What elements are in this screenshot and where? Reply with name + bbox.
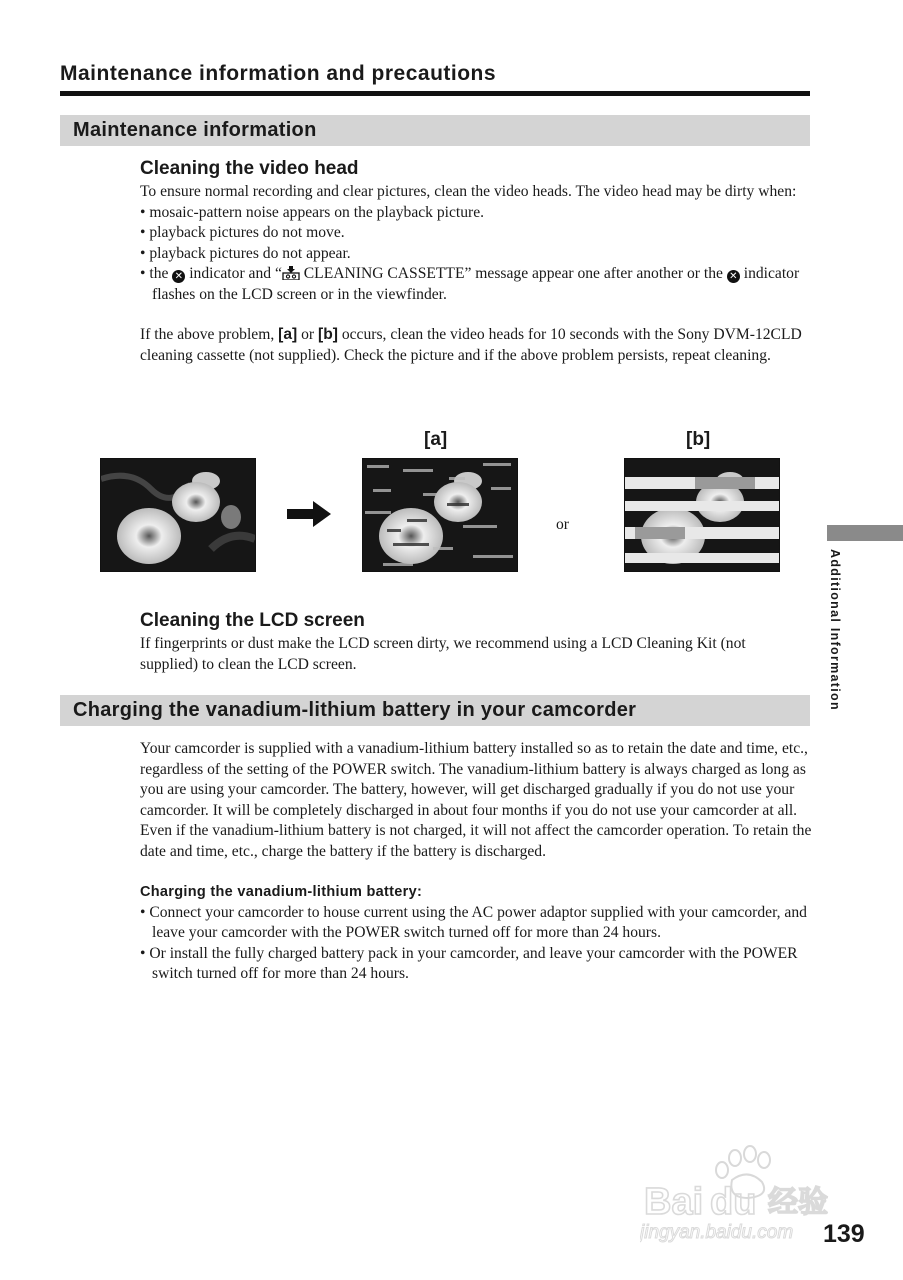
page-number: 139 bbox=[823, 1220, 865, 1248]
lcd-body bbox=[140, 634, 760, 675]
video-head-paragraph: If the above problem, [a] or [b] occurs, clean the video heads for 10 seconds with the Sony DVM-12CLD cleaning cassette (not supplied). Check the picture and if the above problem persists, repeat cleaning. bbox=[140, 326, 802, 364]
battery-bullets bbox=[140, 903, 812, 985]
page-title: Maintenance information and precautions bbox=[60, 62, 497, 85]
figure-or-text: or bbox=[556, 516, 569, 533]
section-battery-title: Charging the vanadium-lithium battery in your camcorder bbox=[60, 695, 810, 726]
figure-label-a: [a] bbox=[424, 429, 448, 450]
svg-text:jingyan.baidu.com: jingyan.baidu.com bbox=[640, 1222, 794, 1243]
baidu-watermark bbox=[640, 1140, 850, 1245]
title-rule bbox=[60, 91, 810, 96]
list-item: • playback pictures do not appear. bbox=[140, 244, 351, 262]
video-head-bullets bbox=[140, 203, 812, 306]
side-tab-marker bbox=[827, 525, 903, 541]
frozen-picture-image bbox=[624, 458, 780, 572]
cleaning-cassette-icon bbox=[282, 266, 300, 280]
x-circle-icon: ✕ bbox=[172, 270, 185, 283]
list-item: • the ✕ indicator and “ CLEANING CASSETTE” message appear one after another or the ✕ indicator flashes on the LCD screen or in the viewfinder. bbox=[140, 265, 800, 303]
svg-text:du: du bbox=[710, 1181, 757, 1223]
list-item: • mosaic-pattern noise appears on the playback picture. bbox=[140, 203, 485, 221]
video-head-body bbox=[140, 182, 812, 366]
video-head-heading: Cleaning the video head bbox=[140, 158, 359, 179]
battery-text: Your camcorder is supplied with a vanadium-lithium battery installed so as to retain the date and time, etc., regardless of the setting of the POWER switch. The vanadium-lithium battery is always charged as long as you are using your camcorder. The battery, however, will get discharged gradually if you do not use your camcorder. It will be completely discharged in about four months if you do not use your camcorder at all. Even if the vanadium-lithium battery is not charged, it will not affect the camcorder operation. To retain the date and time, etc., charge the battery if the battery is discharged. bbox=[140, 740, 812, 860]
right-arrow-icon bbox=[287, 501, 331, 527]
mosaic-noise-image bbox=[362, 458, 518, 572]
x-circle-icon: ✕ bbox=[727, 270, 740, 283]
ref-a: [a] bbox=[278, 326, 298, 343]
list-item: • Or install the fully charged battery pack in your camcorder, and leave your camcorder with the POWER switch turned off for more than 24 hours. bbox=[140, 944, 798, 982]
svg-text:Bai: Bai bbox=[644, 1181, 704, 1223]
clean-picture-image bbox=[100, 458, 256, 572]
battery-body bbox=[140, 739, 812, 985]
list-item: • Connect your camcorder to house current using the AC power adaptor supplied with your camcorder, and leave your camcorder with the POWER switch turned off for more than 24 hours. bbox=[140, 903, 807, 941]
battery-subheading: Charging the vanadium-lithium battery: bbox=[140, 884, 423, 900]
side-tab-label: Additional Information bbox=[828, 549, 842, 711]
svg-text:经验: 经验 bbox=[768, 1185, 828, 1220]
list-item: • playback pictures do not move. bbox=[140, 224, 345, 241]
section-maintenance-title: Maintenance information bbox=[60, 115, 810, 146]
lcd-heading: Cleaning the LCD screen bbox=[140, 610, 365, 631]
lcd-text: If fingerprints or dust make the LCD screen dirty, we recommend using a LCD Cleaning Kit (not supplied) to clean the LCD screen. bbox=[140, 635, 746, 673]
ref-b: [b] bbox=[318, 326, 338, 343]
figure-label-b: [b] bbox=[686, 429, 711, 450]
video-head-intro: To ensure normal recording and clear pictures, clean the video heads. The video head may be dirty when: bbox=[140, 183, 797, 200]
